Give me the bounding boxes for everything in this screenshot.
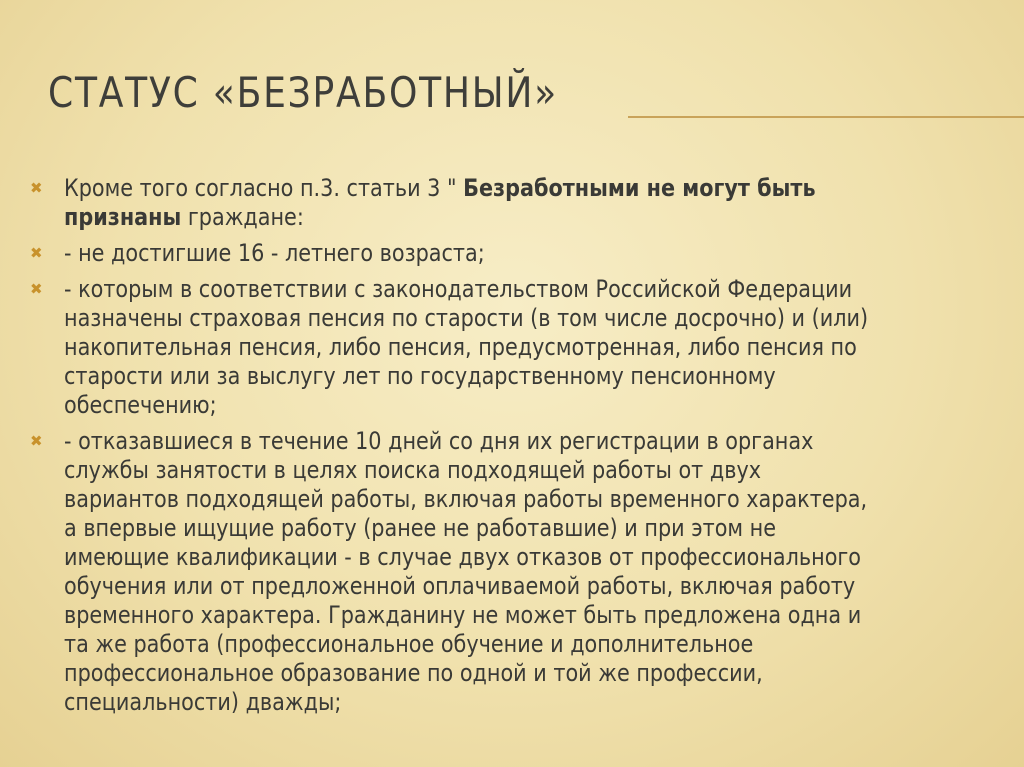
bullet-text: Кроме того согласно п.3. статьи 3 " Безработными не могут быть признаны граждане:	[64, 174, 816, 231]
bullet-list	[28, 174, 1008, 724]
bullet-text: - отказавшиеся в течение 10 дней со дня их регистрации в органах службы занятости в целях поиска подходящей работы от двух вариантов подходящей работы, включая работы временного характера, а впервые ищущие работу (ранее не работавшие) и при этом не имеющие квалификации - в случае двух отказов от профессионального обучения или от предложенной оплачиваемой работы, включая работу временного характера. Гражданину не может быть предложена одна и та же работа (профессиональное обучение и дополнительное профессиональное образование по одной и той же профессии, специальности) дважды;	[64, 427, 868, 716]
bullet-bold-text: Безработными не могут быть признаны	[64, 174, 816, 231]
bullet-item	[28, 174, 1008, 232]
bullet-item	[28, 275, 1008, 420]
bullet-text: - которым в соответствии с законодательством Российской Федерации назначены страховая пенсия по старости (в том числе досрочно) и (или) накопительная пенсия, либо пенсия, предусмотренная, либо пенсия по старости или за выслугу лет по государственному пенсионному обеспечению;	[64, 275, 869, 419]
bullet-item	[28, 239, 1008, 268]
bullet-item	[28, 427, 1008, 717]
title-underline	[628, 116, 1024, 118]
x-mark-icon: ✖	[30, 179, 43, 197]
x-mark-icon: ✖	[30, 280, 43, 298]
x-mark-icon: ✖	[30, 244, 43, 262]
bullet-text: - не достигшие 16 - летнего возраста;	[64, 239, 485, 267]
x-mark-icon: ✖	[30, 432, 43, 450]
slide-title: СТАТУС «БЕЗРАБОТНЫЙ»	[48, 68, 558, 117]
